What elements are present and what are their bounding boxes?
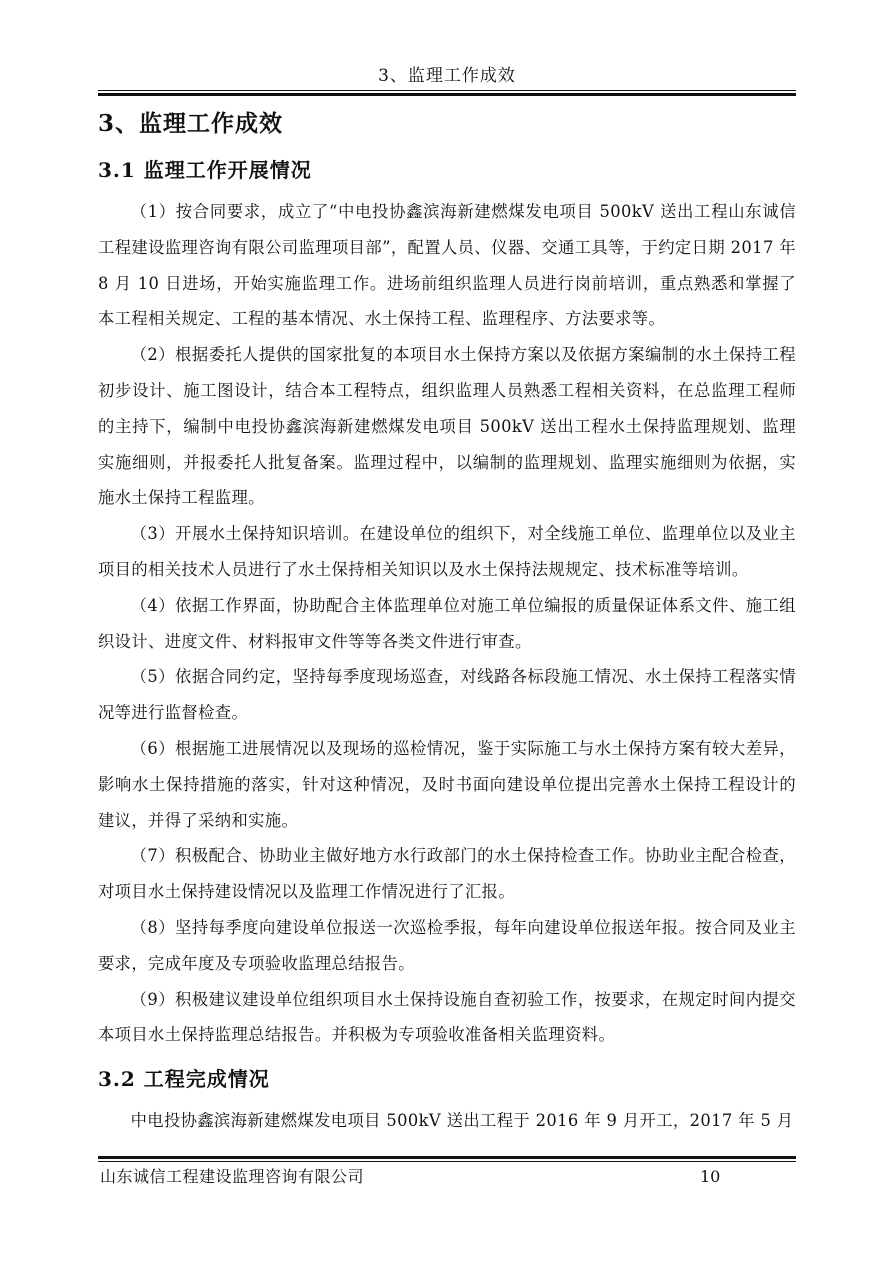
footer-rule-thick bbox=[98, 1156, 796, 1159]
footer-company: 山东诚信工程建设监理咨询有限公司 bbox=[100, 1167, 365, 1186]
page-number: 10 bbox=[700, 1167, 721, 1186]
paragraph: （9）积极建议建设单位组织项目水土保持设施自查初验工作，按要求，在规定时间内提交本项目水土保持监理总结报告。并积极为专项验收准备相关监理资料。 bbox=[98, 989, 796, 1045]
header-rule-thick bbox=[98, 93, 796, 96]
paragraph: （1）按合同要求，成立了“中电投协鑫滨海新建燃煤发电项目 500kV 送出工程山东诚信工程建设监理咨询有限公司监理项目部”，配置人员、仪器、交通工具等，于约定日期 2017 年 8 月 10 日进场，开始实施监理工作。进场前组织监理人员进行岗前培训，重点熟悉和掌握了本工程相关规定、工程的基本情况、水土保持工程、监理程序、方法要求等。 bbox=[98, 202, 796, 329]
running-header: 3、监理工作成效 bbox=[378, 66, 516, 86]
subsection-title-3-1: 3.1 监理工作开展情况 bbox=[98, 158, 312, 182]
paragraph: （7）积极配合、协助业主做好地方水行政部门的水土保持检查工作。协助业主配合检查，对项目水土保持建设情况以及监理工作情况进行了汇报。 bbox=[98, 846, 796, 902]
paragraph: 中电投协鑫滨海新建燃煤发电项目 500kV 送出工程于 2016 年 9 月开工，2017 年 5 月 bbox=[130, 1111, 794, 1131]
paragraph: （4）依据工作界面，协助配合主体监理单位对施工单位编报的质量保证体系文件、施工组织设计、进度文件、材料报审文件等等各类文件进行审查。 bbox=[98, 595, 796, 651]
page-content bbox=[98, 104, 796, 1139]
subsection-title-3-2: 3.2 工程完成情况 bbox=[98, 1067, 270, 1092]
header-rule-thin bbox=[98, 90, 796, 91]
paragraph: （8）坚持每季度向建设单位报送一次巡检季报，每年向建设单位报送年报。按合同及业主要求，完成年度及专项验收监理总结报告。 bbox=[98, 917, 796, 973]
paragraph: （3）开展水土保持知识培训。在建设单位的组织下，对全线施工单位、监理单位以及业主项目的相关技术人员进行了水土保持相关知识以及水土保持法规规定、技术标准等培训。 bbox=[98, 524, 796, 579]
paragraph: （6）根据施工进展情况以及现场的巡检情况，鉴于实际施工与水土保持方案有较大差异，影响水土保持措施的落实，针对这种情况，及时书面向建设单位提出完善水土保持工程设计的建议，并得了采纳和实施。 bbox=[98, 738, 796, 830]
section-title: 3、监理工作成效 bbox=[98, 110, 284, 137]
paragraph: （2）根据委托人提供的国家批复的本项目水土保持方案以及依据方案编制的水土保持工程初步设计、施工图设计，结合本工程特点，组织监理人员熟悉工程相关资料，在总监理工程师的主持下，编制中电投协鑫滨海新建燃煤发电项目 500kV 送出工程水土保持监理规划、监理实施细则，并报委托人批复备案。监理过程中，以编制的监理规划、监理实施细则为依据，实施水土保持工程监理。 bbox=[98, 345, 796, 508]
paragraph: （5）依据合同约定，坚持每季度现场巡查，对线路各标段施工情况、水土保持工程落实情况等进行监督检查。 bbox=[98, 667, 796, 723]
footer-rule-thin bbox=[98, 1161, 796, 1162]
